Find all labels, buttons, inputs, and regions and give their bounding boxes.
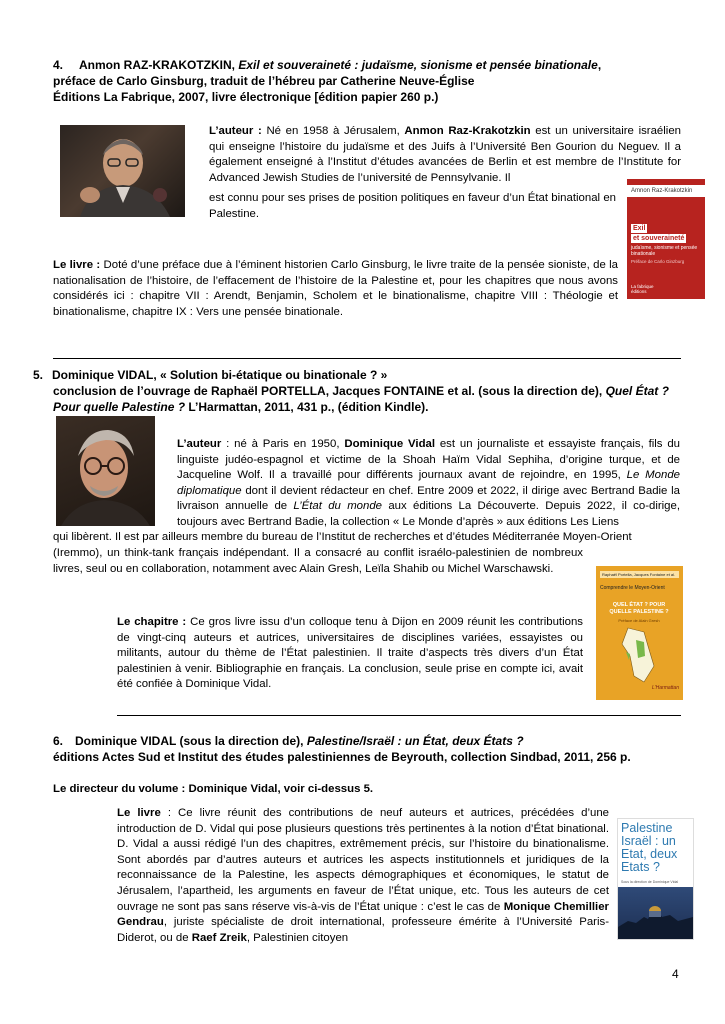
section-5-title: Dominique VIDAL, « Solution bi-étatique ou binationale ? » xyxy=(52,368,388,382)
author-photo-dominique-vidal xyxy=(56,416,155,526)
section-6-title: Palestine/Israël : un État, deux États ? xyxy=(306,734,524,748)
book-cover-palestine-israel: Palestine Israël : un Etat, deux Etats ? Sous la direction de Dominique Vidal xyxy=(617,818,694,940)
section-4-preface-line: préface de Carlo Ginsburg, traduit de l’hébreu par Catherine Neuve-Église xyxy=(53,74,475,88)
section-4-author-bio-bottom: est connu pour ses prises de position politiques en faveur d’un État binational en Palestine. xyxy=(209,192,616,220)
section-5-book-title: Quel État ? Pour quelle Palestine ? xyxy=(53,384,669,414)
divider-1 xyxy=(53,358,681,359)
section-5-chapter-description: Le chapitre : Ce gros livre issu d’un colloque tenu à Dijon en 2009 réunit les contributions de vingt-cinq auteurs et autrices, universitaires de disciplines variées, essayistes ou militants, autour du thème de l’État palestinien. Il traite d’aspects très divers d’un État palestinien à venir. Bibliographie en français. La conclusion, seule prise en compte ici, avait été confiée à Dominique Vidal. xyxy=(117,616,583,691)
section-4-author-bio-top: L’auteur : Né en 1958 à Jérusalem, Anmon Raz-Krakotzkin est un universitaire israélien qui enseigne l’histoire du judaïsme et des Juifs à l’Université Ben Gourion du Neguev. Il a également enseigné à l’Institut d’études avancées de Berlin et est membre de l’Institute for Advanced Jewish Studies de l’université de Pennsylvanie. Il xyxy=(209,125,681,184)
section-4-heading: 4. Anmon RAZ-KRAKOTZKIN, Exil et souveraineté : judaïsme, sionisme et pensée binationale, préface de Carlo Ginsburg, traduit de l’hébreu par Catherine Neuve-Église Éditions La Fabrique, 2007, livre électronique [édition papier 260 p.) xyxy=(53,58,602,104)
section-4-author: Anmon RAZ-KRAKOTZKIN, xyxy=(79,58,235,72)
section-4-book-description: Le livre : Doté d’une préface due à l’éminent historien Carlo Ginsburg, le livre traite de la pensée sioniste, de la nationalisation de l’histoire, de l’effacement de l’histoire de la Palestine et, pour les chapitres que nous avons considérés ici : chapitre VII : Arendt, Benjamin, Scholem et le binationalisme, chapitre VIII : Théologie et binationalisme, chapitre IX : Vers une pensée binationale. xyxy=(53,259,618,318)
book-cover-exil-et-souverainete: Amnon Raz-Krakotzkin Exil et souveraineté judaïsme, sionisme et pensée binationale Préface de Carlo Ginzburg La fabrique éditions xyxy=(627,179,705,299)
section-6-edition-line: éditions Actes Sud et Institut des études palestiniennes de Beyrouth, collection Sindbad, 2011, 256 p. xyxy=(53,750,631,764)
section-6-book-description: Le livre : Ce livre réunit des contributions de neuf auteurs et autrices, précédées d’une introduction de D. Vidal qui pose plusieurs questions très pertinentes à la notion d’État binational. D. Vidal a aussi rédigé l’un des chapitres, extrêmement précis, sur l’histoire du binationalisme. Sont abordés par d’autres auteurs et autrices les aspects institutionnels et juridiques de la reconnaissance de la Palestine, les aspects démographiques et économiques, le statut de Jérusalem, l’apartheid, les arguments en faveur de l’État unique, etc. Tous les auteurs de cet ouvrage ne sont pas sans réserve vis-à-vis de l’État unique : c’est le cas de Monique Chemillier Gendrau, juriste spécialiste de droit international, professeure émérite à l’Université Paris-Diderot, ou de Raef Zreik, Palestinien citoyen xyxy=(117,807,609,944)
section-4-title: Exil et souveraineté : judaïsme, sionisme et pensée binationale xyxy=(238,58,598,72)
page-number: 4 xyxy=(672,967,679,981)
author-label-5: L’auteur xyxy=(177,438,222,450)
author-photo-raz-krakotzkin xyxy=(60,125,185,217)
section-6-director: Le directeur du volume : Dominique Vidal, voir ci-dessus 5. xyxy=(53,783,374,795)
section-5-number: 5. xyxy=(33,368,44,382)
section-5-author-bio-middle: qui libèrent. Il est par ailleurs membre du bureau de l’Institut de recherches et d’études Méditerranée Moyen-Orient xyxy=(53,531,632,543)
section-6-number: 6. xyxy=(53,734,64,748)
book-label: Le livre : xyxy=(53,259,101,271)
section-4-number: 4. xyxy=(53,58,64,72)
chapter-label: Le chapitre : xyxy=(117,616,187,628)
section-5-author-bio-bottom: (Iremmo), un think-tank français indépendant. Il a consacré au conflit israélo-palestinien de nombreux livres, seul ou en collaboration, notamment avec Alain Gresh, Leïla Shahib ou Michel Warschawski. xyxy=(53,547,583,575)
book-label-6: Le livre xyxy=(117,807,161,819)
section-6-author: Dominique VIDAL (sous la direction de), xyxy=(75,734,307,748)
book-cover-quel-etat: Raphaël Portella, Jacques Fontaine et al. Comprendre le Moyen-Orient QUEL ÉTAT ? POUR QUELLE PALESTINE ? Préface de Alain Gresh L’Harmattan xyxy=(596,566,683,700)
divider-2 xyxy=(117,715,681,716)
section-5-author-bio-top: L’auteur : né à Paris en 1950, Dominique Vidal est un journaliste et essayiste français, fils du linguiste judéo-espagnol et victime de la Shoah Haïm Vidal Sephiha, d’origine turque, et de Jacqueline Wolf. Il a travaillé pour différents journaux avant de rejoindre, en 1995, Le Monde diplomatique dont il devient rédacteur en chef. Entre 2009 et 2022, il dirige avec Bertrand Badie la livraison annuelle de L’État du monde aux éditions La Découverte. Depuis 2022, il co-dirige, toujours avec Bertrand Badie, la collection « Le Monde d’après » aux éditions Les Liens xyxy=(177,438,680,528)
author-name: Anmon Raz-Krakotzkin xyxy=(404,125,531,137)
section-5-heading: 5. Dominique VIDAL, « Solution bi-étatique ou binationale ? » conclusion de l’ouvrage de Raphaël PORTELLA, Jacques FONTAINE et al. (sous la direction de), Quel État ? Pour quelle Palestine ? L’Harmattan, 2011, 431 p., (édition Kindle). xyxy=(33,368,669,414)
author-name-5: Dominique Vidal xyxy=(344,438,436,450)
section-4-edition-line: Éditions La Fabrique, 2007, livre électronique [édition papier 260 p.) xyxy=(53,90,439,104)
section-6-heading xyxy=(53,733,693,765)
author-label: L’auteur : xyxy=(209,125,262,137)
